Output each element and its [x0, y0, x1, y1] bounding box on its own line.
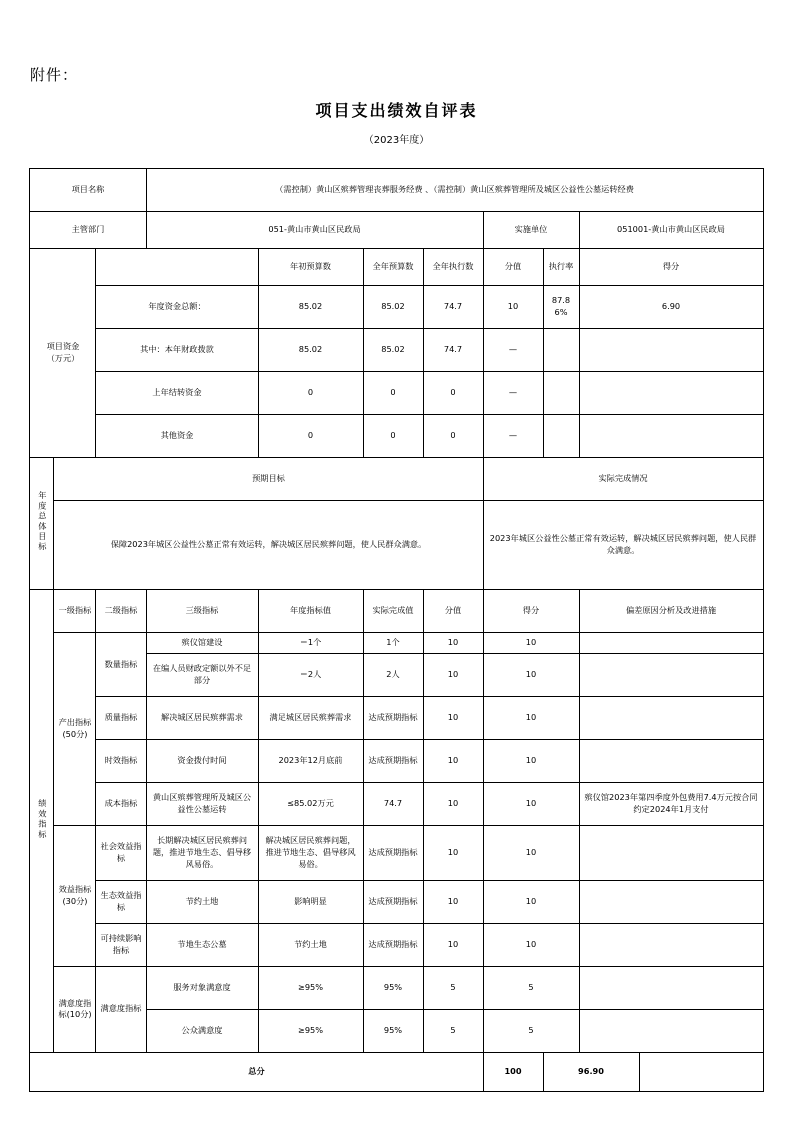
- annual-target: ＝1个: [258, 633, 363, 654]
- indicator-score: 10: [483, 880, 579, 923]
- level3-label: 公众满意度: [146, 1009, 258, 1052]
- fund-row-name: 上年结转资金: [96, 372, 258, 415]
- fund-row-score: [579, 415, 763, 458]
- level3-label: 长期解决城区居民殡葬问题，推进节地生态、倡导移风易俗。: [146, 825, 258, 880]
- table-row-indicator-header: [30, 590, 763, 633]
- level3-label: 资金拨付时间: [146, 739, 258, 782]
- indicator-score: 5: [483, 966, 579, 1009]
- indicator-score: 10: [483, 696, 579, 739]
- table-row-fund-other: [30, 415, 763, 458]
- fund-row-score-value: —: [483, 372, 543, 415]
- funds-label-line1: 项目资金: [46, 341, 80, 352]
- indicator-score-value: 10: [423, 782, 483, 825]
- project-name-value: （需控制）黄山区殡葬管理丧葬服务经费 、（需控制）黄山区殡葬管理所及城区公益性公墓运转经费: [146, 169, 763, 212]
- deviation-note: [579, 1009, 763, 1052]
- table-row-benefit-2: [30, 880, 763, 923]
- annual-target: 节约土地: [258, 923, 363, 966]
- fund-row-executed: 74.7: [423, 286, 483, 329]
- fund-row-full-year: 0: [363, 415, 423, 458]
- indicator-score: 10: [483, 653, 579, 696]
- funds-blank-cell: [96, 249, 258, 286]
- col-indicator-score-value: 分值: [423, 590, 483, 633]
- actual-value: 达成预期指标: [363, 825, 423, 880]
- deviation-note: [579, 633, 763, 654]
- level2-label: 时效指标: [96, 739, 146, 782]
- col-score-value: 分值: [483, 249, 543, 286]
- indicator-score: 10: [483, 825, 579, 880]
- table-row-fund-fiscal: [30, 329, 763, 372]
- level1-benefit-label: 效益指标 (30分): [54, 825, 96, 966]
- fund-row-exec-rate: 87.86%: [543, 286, 579, 329]
- table-row-output-5: [30, 782, 763, 825]
- fund-row-full-year: 85.02: [363, 329, 423, 372]
- col-indicator-score: 得分: [483, 590, 579, 633]
- page-title: 项目支出绩效自评表: [315, 101, 478, 120]
- indicator-score: 10: [483, 633, 579, 654]
- deviation-note: [579, 653, 763, 696]
- level2-label: 满意度指标: [96, 966, 146, 1052]
- total-score-value: 100: [483, 1052, 543, 1091]
- fund-row-full-year: 0: [363, 372, 423, 415]
- table-row-goal-header: [30, 458, 763, 501]
- indicator-score-value: 10: [423, 653, 483, 696]
- indicator-score-value: 10: [423, 923, 483, 966]
- fund-row-name: 其中：本年财政拨款: [96, 329, 258, 372]
- level3-label: 节地生态公墓: [146, 923, 258, 966]
- table-row-project-name: [30, 169, 763, 212]
- fund-row-executed: 74.7: [423, 329, 483, 372]
- actual-result-text: 2023年城区公益性公墓正常有效运转，解决城区居民殡葬问题，使人民群众满意。: [483, 501, 763, 590]
- table-row-goal-content: [30, 501, 763, 590]
- fund-row-initial: 0: [258, 415, 363, 458]
- annual-target: 2023年12月底前: [258, 739, 363, 782]
- deviation-note: [579, 825, 763, 880]
- level2-label: 成本指标: [96, 782, 146, 825]
- col-full-year-budget: 全年预算数: [363, 249, 423, 286]
- actual-value: 达成预期指标: [363, 923, 423, 966]
- indicator-score-value: 10: [423, 880, 483, 923]
- level1-output-label: 产出指标 (50分): [54, 633, 96, 826]
- col-exec-rate: 执行率: [543, 249, 579, 286]
- table-row-fund-carryover: [30, 372, 763, 415]
- actual-value: 达成预期指标: [363, 696, 423, 739]
- table-row-dept: [30, 212, 763, 249]
- actual-value: 74.7: [363, 782, 423, 825]
- annual-target: 解决城区居民殡葬问题，推进节地生态、倡导移风易俗。: [258, 825, 363, 880]
- indicator-score-value: 10: [423, 825, 483, 880]
- actual-value: 达成预期指标: [363, 880, 423, 923]
- col-level2: 二级指标: [96, 590, 146, 633]
- deviation-note: [579, 880, 763, 923]
- indicator-score-value: 10: [423, 696, 483, 739]
- unit-label: 实施单位: [483, 212, 579, 249]
- annual-target: ≥95%: [258, 966, 363, 1009]
- col-deviation-analysis: 偏差原因分析及改进措施: [579, 590, 763, 633]
- table-row-output-4: [30, 739, 763, 782]
- col-level1: 一级指标: [54, 590, 96, 633]
- indicator-score-value: 10: [423, 739, 483, 782]
- performance-self-evaluation-table: [29, 168, 763, 1092]
- actual-value: 1个: [363, 633, 423, 654]
- fund-row-exec-rate: [543, 329, 579, 372]
- actual-value: 95%: [363, 1009, 423, 1052]
- page-subtitle: （2023年度）: [363, 135, 430, 146]
- annual-target: ≥95%: [258, 1009, 363, 1052]
- table-row-output-1: [30, 633, 763, 654]
- performance-indicator-label: 绩效指标: [30, 590, 54, 1053]
- level3-label: 节约土地: [146, 880, 258, 923]
- table-row-satisfaction-1: [30, 966, 763, 1009]
- indicator-score: 10: [483, 739, 579, 782]
- fund-row-name: 年度资金总额：: [96, 286, 258, 329]
- level3-label: 服务对象满意度: [146, 966, 258, 1009]
- fund-row-score: [579, 329, 763, 372]
- actual-value: 达成预期指标: [363, 739, 423, 782]
- actual-value: 95%: [363, 966, 423, 1009]
- fund-row-exec-rate: [543, 415, 579, 458]
- indicator-score-value: 5: [423, 1009, 483, 1052]
- level3-label: 解决城区居民殡葬需求: [146, 696, 258, 739]
- level2-label: 可持续影响指标: [96, 923, 146, 966]
- level2-label: 数量指标: [96, 633, 146, 697]
- level1-satisfaction-label: 满意度指标(10分): [54, 966, 96, 1052]
- fund-row-exec-rate: [543, 372, 579, 415]
- table-row-total: [30, 1052, 763, 1091]
- total-empty: [639, 1052, 763, 1091]
- table-row-benefit-1: [30, 825, 763, 880]
- actual-value: 2人: [363, 653, 423, 696]
- deviation-note: [579, 966, 763, 1009]
- fund-row-score-value: —: [483, 415, 543, 458]
- fund-row-executed: 0: [423, 372, 483, 415]
- level2-label: 质量指标: [96, 696, 146, 739]
- deviation-note: [579, 923, 763, 966]
- level2-label: 社会效益指标: [96, 825, 146, 880]
- fund-row-initial: 0: [258, 372, 363, 415]
- indicator-score-value: 5: [423, 966, 483, 1009]
- deviation-note: [579, 739, 763, 782]
- fund-row-score-value: 10: [483, 286, 543, 329]
- deviation-note: 殡仪馆2023年第四季度外包费用7.4万元按合同约定2024年1月支付: [579, 782, 763, 825]
- total-score: 96.90: [543, 1052, 639, 1091]
- expected-goal-header: 预期目标: [54, 458, 483, 501]
- table-row-funds-header: [30, 249, 763, 286]
- actual-result-header: 实际完成情况: [483, 458, 763, 501]
- attachment-label: 附件：: [30, 66, 79, 84]
- fund-row-name: 其他资金: [96, 415, 258, 458]
- indicator-score: 10: [483, 782, 579, 825]
- indicator-score-value: 10: [423, 633, 483, 654]
- fund-row-full-year: 85.02: [363, 286, 423, 329]
- unit-value: 051001-黄山市黄山区民政局: [579, 212, 763, 249]
- level2-label: 生态效益指标: [96, 880, 146, 923]
- indicator-score: 10: [483, 923, 579, 966]
- total-label: 总分: [30, 1052, 483, 1091]
- expected-goal-text: 保障2023年城区公益性公墓正常有效运转，解决城区居民殡葬问题，使人民群众满意。: [54, 501, 483, 590]
- fund-row-score: 6.90: [579, 286, 763, 329]
- col-executed: 全年执行数: [423, 249, 483, 286]
- annual-target: ≤85.02万元: [258, 782, 363, 825]
- dept-label: 主管部门: [30, 212, 146, 249]
- indicator-score: 5: [483, 1009, 579, 1052]
- table-row-fund-total: [30, 286, 763, 329]
- col-annual-target: 年度指标值: [258, 590, 363, 633]
- funds-label-line2: （万元）: [46, 353, 80, 363]
- fund-row-initial: 85.02: [258, 329, 363, 372]
- annual-target: ＝2人: [258, 653, 363, 696]
- level3-label: 在编人员财政定额以外不足部分: [146, 653, 258, 696]
- dept-value: 051-黄山市黄山区民政局: [146, 212, 483, 249]
- table-row-output-3: [30, 696, 763, 739]
- fund-row-initial: 85.02: [258, 286, 363, 329]
- level3-label: 黄山区殡葬管理所及城区公益性公墓运转: [146, 782, 258, 825]
- fund-row-score-value: —: [483, 329, 543, 372]
- fund-row-executed: 0: [423, 415, 483, 458]
- fund-row-score: [579, 372, 763, 415]
- col-level3: 三级指标: [146, 590, 258, 633]
- col-actual-value: 实际完成值: [363, 590, 423, 633]
- annual-target: 满足城区居民殡葬需求: [258, 696, 363, 739]
- funds-label: [30, 249, 96, 458]
- col-score: 得分: [579, 249, 763, 286]
- col-initial-budget: 年初预算数: [258, 249, 363, 286]
- annual-goal-label: 年度总体目标: [30, 458, 54, 590]
- deviation-note: [579, 696, 763, 739]
- table-row-benefit-3: [30, 923, 763, 966]
- project-name-label: 项目名称: [30, 169, 146, 212]
- level3-label: 殡仪馆建设: [146, 633, 258, 654]
- annual-target: 影响明显: [258, 880, 363, 923]
